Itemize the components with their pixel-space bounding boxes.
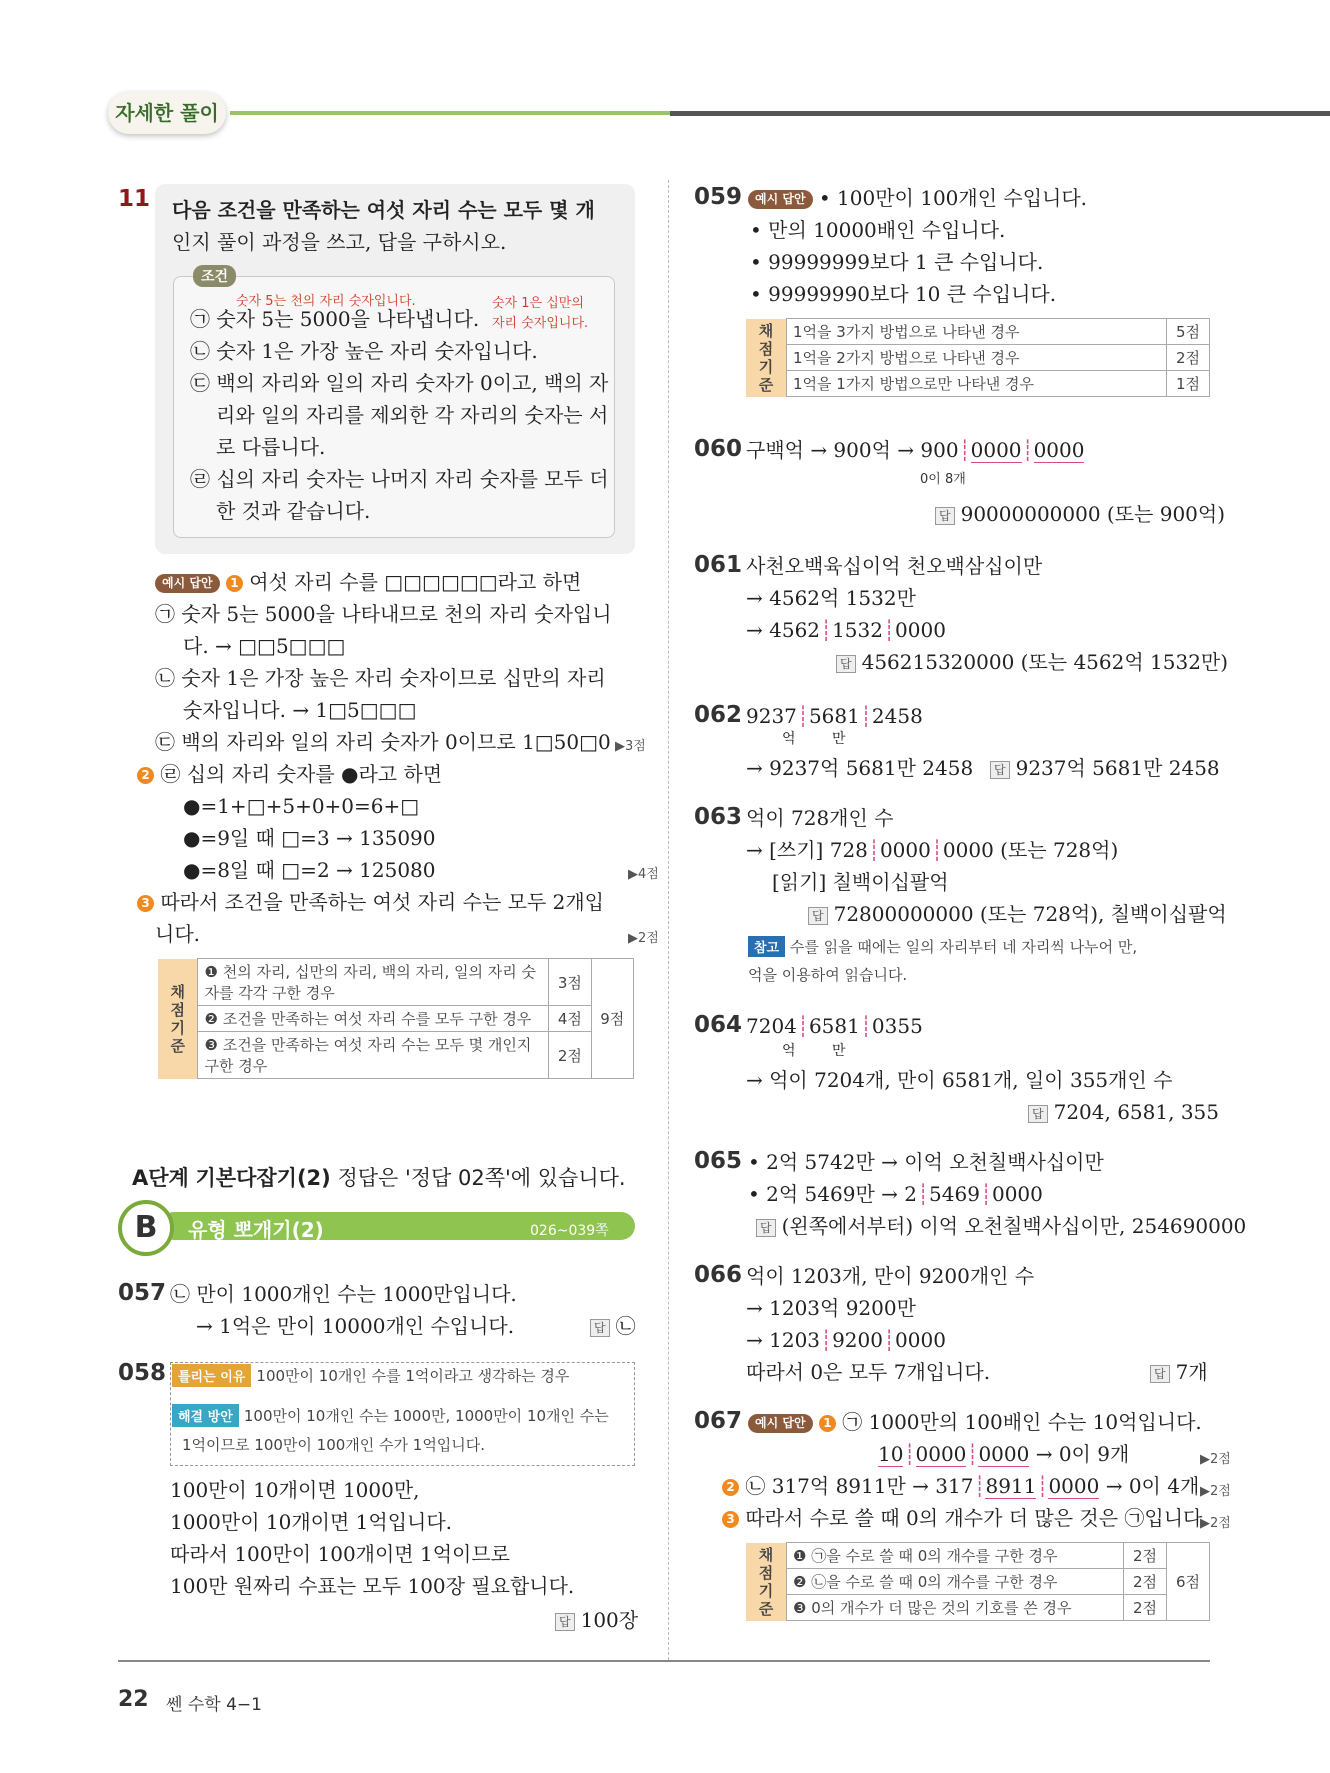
condition-3a: ㉢ 백의 자리와 일의 자리 숫자가 0이고, 백의 자 [190,371,609,395]
condition-3b: 리와 일의 자리를 제외한 각 자리의 숫자는 서 [216,403,609,427]
page-number: 22 [118,1687,149,1712]
score-label: 채점 기준 [746,319,787,397]
problem-057-number: 057 [118,1280,167,1306]
answer-line-7: 2 ㉣ 십의 자리 숫자를 ●라고 하면 [137,762,442,786]
score-row: ❸ 0의 개수가 더 많은 것의 기호를 쓴 경우 [787,1595,1124,1621]
score-row: ❷ ㉡을 수로 쓸 때 0의 개수를 구한 경우 [787,1569,1124,1595]
p059-line-4: • 99999990보다 10 큰 수입니다. [750,282,1057,306]
score-row: ❸ 조건을 만족하는 여섯 자리 수는 모두 몇 개인지 구한 경우 [198,1032,549,1079]
score-row: 1억을 3가지 방법으로 나타낸 경우 [787,319,1167,345]
p063-note-1: 참고 수를 읽을 때에는 일의 자리부터 네 자리씩 나누어 만, [748,936,1137,957]
p062-unit-2: 만 [832,731,846,747]
score-pt: 2점 [1124,1595,1167,1621]
p063-answer: 답 72800000000 (또는 728억), 칠백이십팔억 [808,902,1227,926]
p058-tip-2: 해결 방안 100만이 10개인 수는 1000만, 1000만이 10개인 수는 [172,1404,609,1427]
p066-line-2: → 1203억 9200만 [746,1296,916,1320]
score-row: ❶ ㉠을 수로 쓸 때 0의 개수를 구한 경우 [787,1543,1124,1569]
p067-points-2: ▶2점 [1200,1484,1231,1499]
score-pt: 2점 [549,1032,591,1079]
score-pt: 4점 [549,1006,591,1032]
p061-line-2: → 4562억 1532만 [746,586,916,610]
condition-2: ㉡ 숫자 1은 가장 높은 자리 숫자입니다. [190,339,538,363]
score-row: ❷ 조건을 만족하는 여섯 자리 수를 모두 구한 경우 [198,1006,549,1032]
condition-tag: 조건 [193,265,236,287]
p062-answer: 답 9237억 5681만 2458 [990,756,1220,780]
p058-tip-2b: 1억이므로 100만이 100개인 수가 1억입니다. [182,1436,486,1454]
p058-tip-1: 틀리는 이유 100만이 10개인 수를 1억이라고 생각하는 경우 [172,1364,569,1387]
p067-line-2: 10┊0000┊0000 → 0이 9개 [878,1442,1130,1466]
answer-line-4: ㉡ 숫자 1은 가장 높은 자리 숫자이므로 십만의 자리 [155,666,606,690]
p062-line-1: 9237┊5681┊2458 [746,704,923,728]
points-2: ▶2점 [628,931,659,946]
p058-answer: 답 100장 [555,1608,638,1632]
p059-line-1: 예시 답안 • 100만이 100개인 수입니다. [748,186,1087,210]
answer-line-6: ㉢ 백의 자리와 일의 자리 숫자가 0이므로 1□50□0 [155,730,611,754]
p058-line-3: 따라서 100만이 100개이면 1억이므로 [170,1542,510,1566]
score-pt: 1점 [1167,371,1210,397]
condition-note-2b: 자리 숫자입니다. [492,316,589,331]
score-total: 6점 [1167,1543,1210,1621]
condition-note-2a: 숫자 1은 십만의 [492,296,584,311]
score-total: 9점 [591,959,633,1079]
condition-note-1: 숫자 5는 천의 자리 숫자입니다. [236,294,416,309]
p067-line-4: 3 따라서 수로 쓸 때 0의 개수가 더 많은 것은 ㉠입니다. [722,1506,1209,1530]
p064-unit-2: 만 [832,1043,846,1059]
footer-rule [118,1660,1210,1662]
column-divider [668,180,669,1660]
p057-line-1: ㉡ 만이 1000개인 수는 1000만입니다. [170,1282,517,1306]
p065-answer: 답 (왼쪽에서부터) 이억 오천칠백사십이만, 254690000 [756,1214,1246,1238]
p064-line-2: → 억이 7204개, 만이 6581개, 일이 355개인 수 [746,1068,1173,1092]
p058-line-4: 100만 원짜리 수표는 모두 100장 필요합니다. [170,1574,575,1598]
condition-3c: 로 다릅니다. [216,435,326,459]
condition-4b: 한 것과 같습니다. [216,499,371,523]
problem-059-number: 059 [694,184,743,210]
p063-line-2: → [쓰기] 728┊0000┊0000 (또는 728억) [746,838,1119,862]
p059-line-2: • 만의 10000배인 수입니다. [750,218,1006,242]
p066-answer: 답 7개 [1150,1360,1208,1384]
section-b-title: 유형 뽀개기(2) [188,1218,324,1242]
p057-line-2: → 1억은 만이 10000개인 수입니다. [196,1314,515,1338]
p063-line-3: [읽기] 칠백이십팔억 [772,870,949,894]
p063-note-2: 억을 이용하여 읽습니다. [748,966,908,984]
answer-line-8: ●=1+□+5+0+0=6+□ [183,794,420,818]
points-3: ▶3점 [615,739,646,754]
score-label: 채점 기준 [158,959,198,1079]
points-4: ▶4점 [628,867,659,882]
condition-1: ㉠ 숫자 5는 5000을 나타냅니다. [190,307,480,331]
answer-line-11: 3 따라서 조건을 만족하는 여섯 자리 수는 모두 2개입 [137,890,604,914]
section-b-range: 026~039쪽 [530,1223,609,1239]
header-rule-green [230,111,670,115]
p066-line-3: → 1203┊9200┊0000 [746,1328,946,1352]
p059-line-3: • 99999999보다 1 큰 수입니다. [750,250,1044,274]
p066-line-4: 따라서 0은 모두 7개입니다. [746,1360,991,1384]
section-b-letter: B [118,1200,174,1256]
score-row: 1억을 1가지 방법으로만 나타낸 경우 [787,371,1167,397]
p066-line-1: 억이 1203개, 만이 9200개인 수 [746,1264,1035,1288]
p062-line-2: → 9237억 5681만 2458 [746,756,974,780]
book-title: 쎈 수학 4−1 [166,1695,262,1715]
p058-line-2: 1000만이 10개이면 1억입니다. [170,1510,453,1534]
score-row: 1억을 2가지 방법으로 나타낸 경우 [787,345,1167,371]
score-pt: 3점 [549,959,591,1006]
score-table-11 [158,958,634,1079]
score-pt: 5점 [1167,319,1210,345]
answer-line-1: 예시 답안 1 여섯 자리 수를 □□□□□□라고 하면 [155,570,581,594]
p064-line-1: 7204┊6581┊0355 [746,1014,923,1038]
p058-line-1: 100만이 10개이면 1000만, [170,1478,420,1502]
problem-064-number: 064 [694,1012,743,1038]
score-pt: 2점 [1124,1543,1167,1569]
p061-line-1: 사천오백육십이억 천오백삼십이만 [746,554,1043,578]
section-a-title: A단계 기본다잡기(2) 정답은 '정답 02쪽'에 있습니다. [132,1166,626,1190]
score-pt: 2점 [1167,345,1210,371]
p067-points-3: ▶2점 [1200,1516,1231,1531]
answer-line-12: 니다. [155,922,200,946]
p067-line-1: 예시 답안 1 ㉠ 1000만의 100배인 수는 10억입니다. [748,1410,1202,1434]
p065-line-2: • 2억 5469만 → 2┊5469┊0000 [748,1182,1043,1206]
p063-line-1: 억이 728개인 수 [746,806,894,830]
problem-066-number: 066 [694,1262,743,1288]
p057-answer: 답 ㉡ [590,1314,636,1338]
p060-answer: 답 90000000000 (또는 900억) [935,502,1225,526]
problem-11-question-2: 인지 풀이 과정을 쓰고, 답을 구하시오. [172,230,507,254]
p061-answer: 답 456215320000 (또는 4562억 1532만) [836,650,1228,674]
problem-060-number: 060 [694,436,743,462]
header-logo: 자세한 풀이 [108,92,226,134]
problem-067-number: 067 [694,1408,743,1434]
p067-points-1: ▶2점 [1200,1452,1231,1467]
answer-line-2: ㉠ 숫자 5는 5000을 나타내므로 천의 자리 숫자입니 [155,602,612,626]
p064-answer: 답 7204, 6581, 355 [1028,1100,1219,1124]
score-table-067 [746,1542,1210,1621]
score-row: ❶ 천의 자리, 십만의 자리, 백의 자리, 일의 자리 숫자를 각각 구한 경우 [198,959,549,1006]
p065-line-1: • 2억 5742만 → 이억 오천칠백사십이만 [748,1150,1104,1174]
p060-note: 0이 8개 [920,472,966,487]
answer-line-3: 다. → □□5□□□ [183,634,346,658]
answer-line-9: ●=9일 때 □=3 → 135090 [183,826,436,850]
p060-line-1: 구백억 → 900억 → 900┊0000┊0000 [746,438,1085,462]
p067-line-3: 2 ㉡ 317억 8911만 → 317┊8911┊0000 → 0이 4개 [722,1474,1199,1498]
score-table-059 [746,318,1210,397]
score-label: 채점 기준 [746,1543,787,1621]
problem-11-question-1: 다음 조건을 만족하는 여섯 자리 수는 모두 몇 개 [172,198,595,222]
problem-062-number: 062 [694,702,743,728]
problem-061-number: 061 [694,552,743,578]
condition-4a: ㉣ 십의 자리 숫자는 나머지 자리 숫자를 모두 더 [190,467,609,491]
problem-11-number: 11 [118,186,151,212]
p062-unit-1: 억 [782,731,796,747]
p061-line-3: → 4562┊1532┊0000 [746,618,946,642]
score-pt: 2점 [1124,1569,1167,1595]
p064-unit-1: 억 [782,1043,796,1059]
problem-063-number: 063 [694,804,743,830]
problem-058-number: 058 [118,1360,167,1386]
header-rule-dark [670,111,1330,116]
answer-line-10: ●=8일 때 □=2 → 125080 [183,858,436,882]
answer-line-5: 숫자입니다. → 1□5□□□ [183,698,417,722]
problem-065-number: 065 [694,1148,743,1174]
